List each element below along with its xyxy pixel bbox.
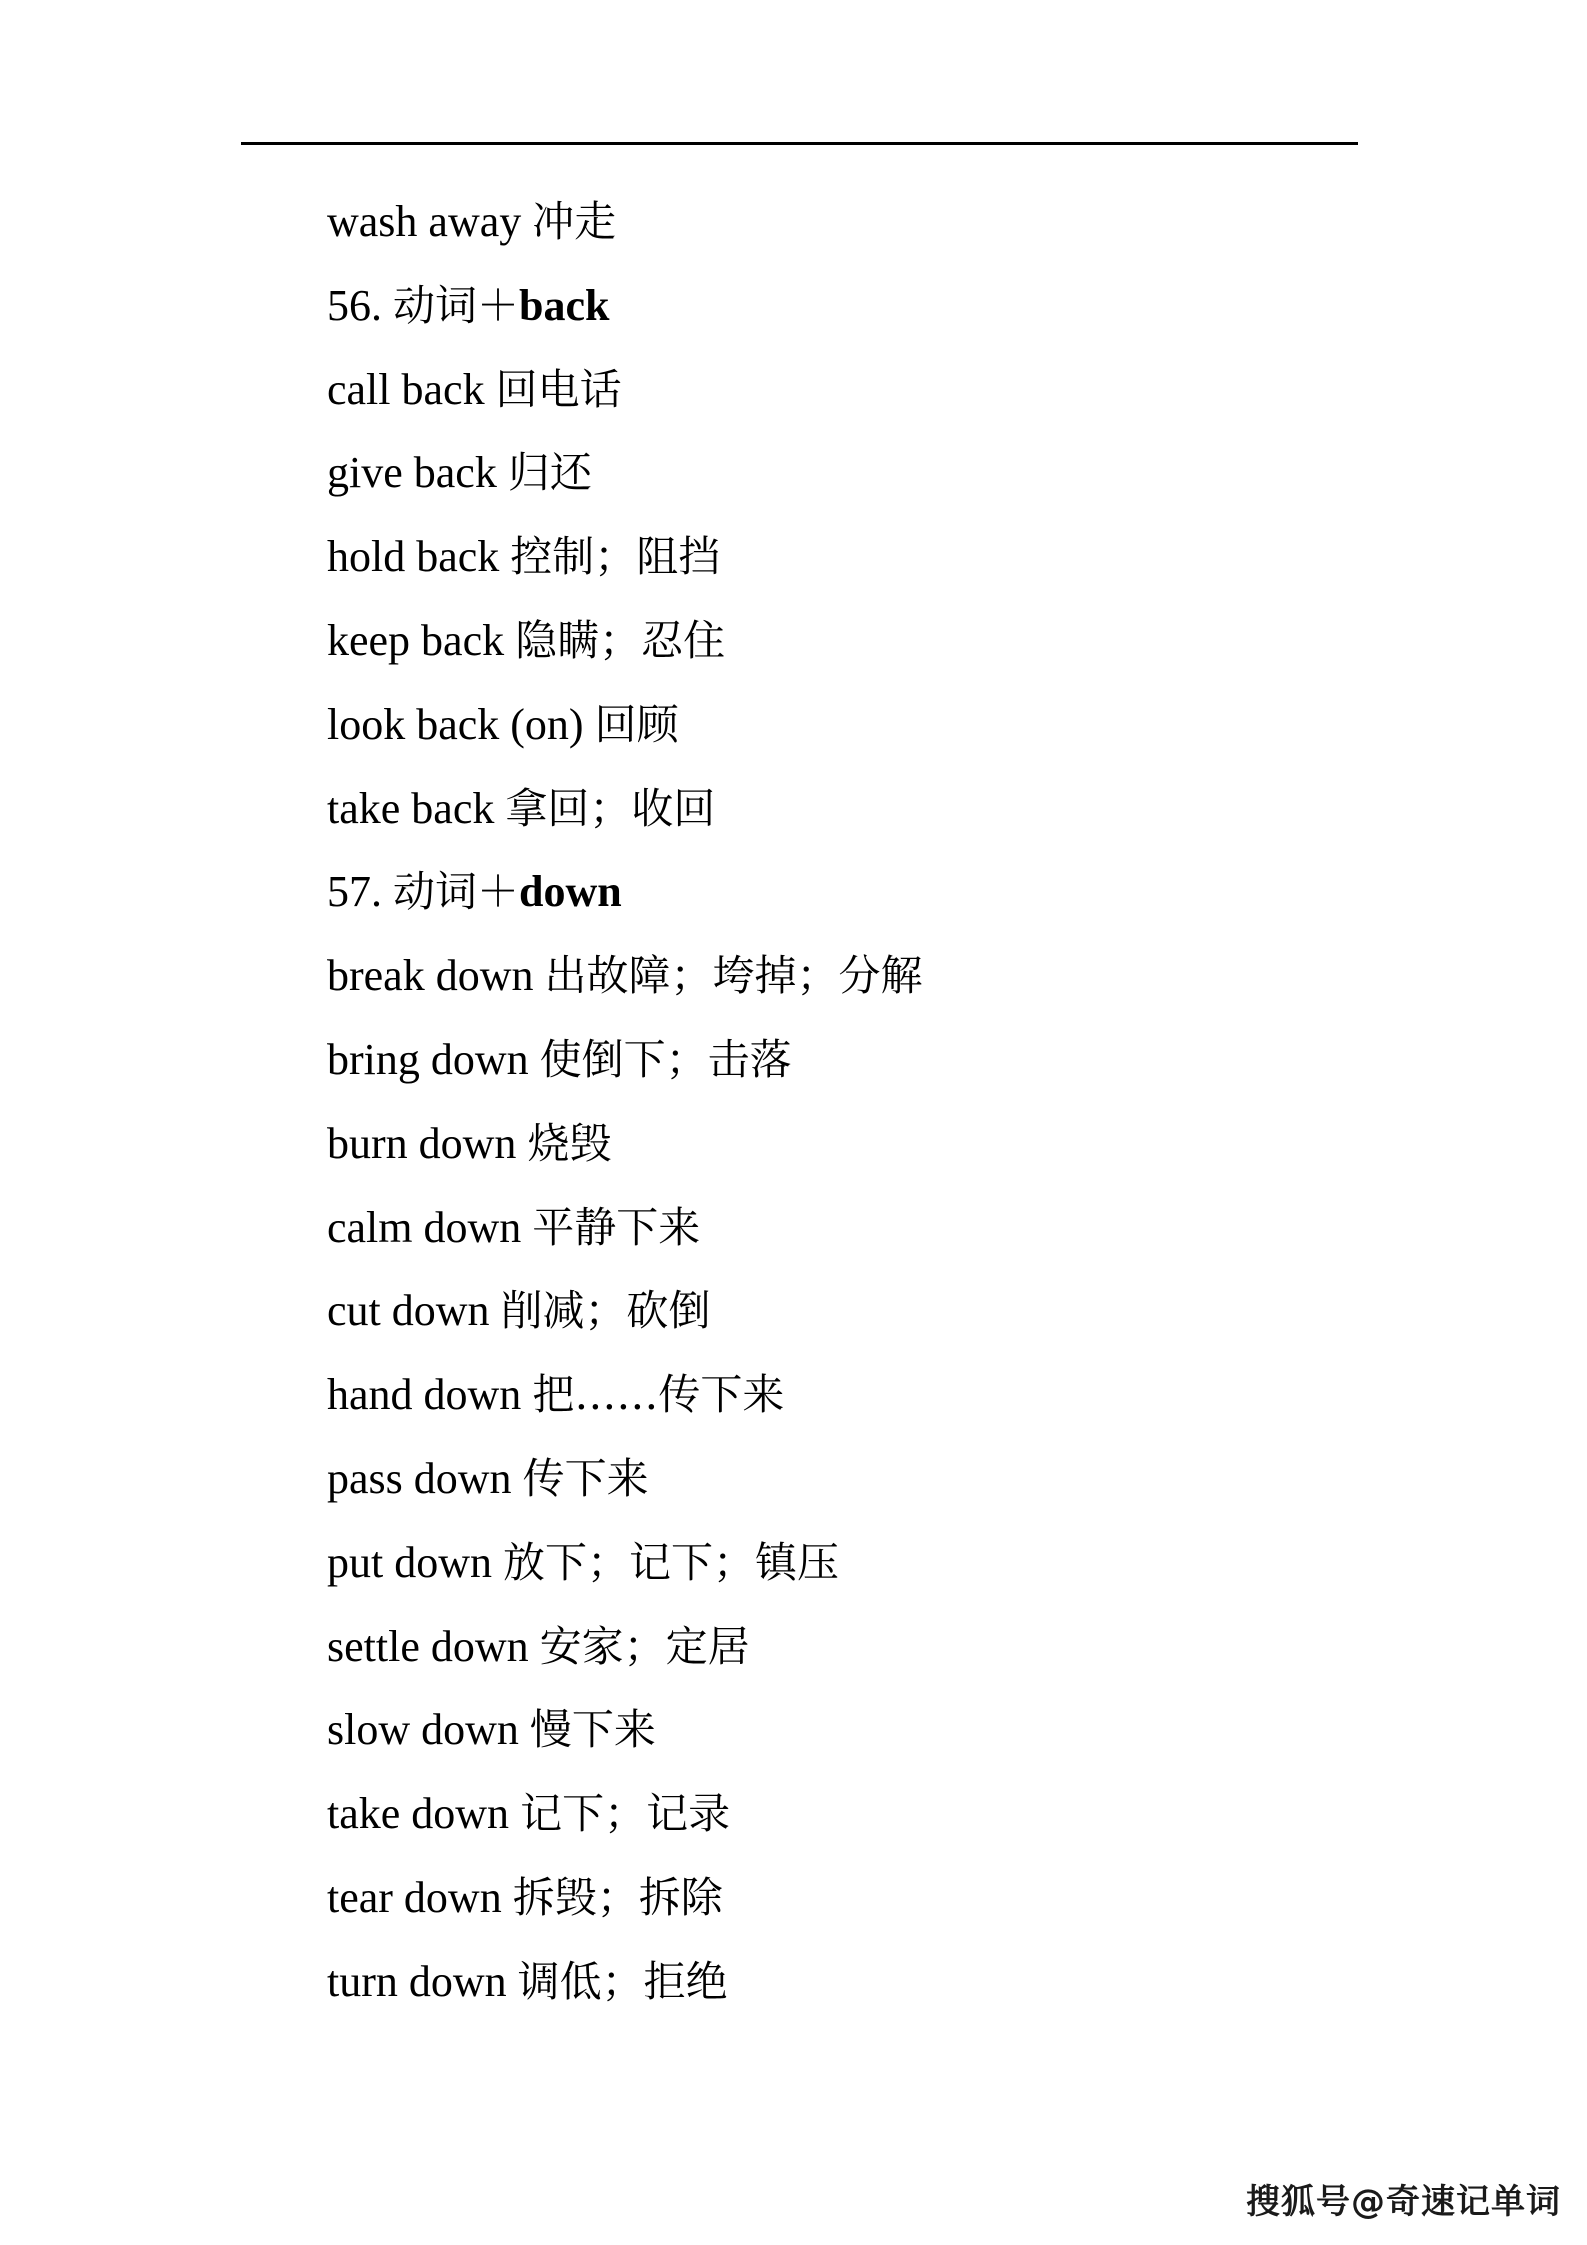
phrase-entry [327,1521,1427,1605]
phrase-entry [327,1269,1427,1353]
phrase-entry [327,599,1427,683]
phrase-meaning: 隐瞒；忍住 [515,615,726,665]
phrase-meaning: 拆毁；拆除 [512,1872,723,1922]
phrase-term: take back [327,783,495,833]
phrase-entry [327,1102,1427,1186]
phrase-meaning: 归还 [507,448,592,498]
phrase-entry [327,180,1427,264]
phrase-entry [327,515,1427,599]
phrase-term: give back [327,448,497,498]
phrase-meaning: 烧毁 [527,1118,612,1168]
phrase-meaning: 传下来 [522,1453,649,1503]
phrase-meaning: 使倒下；击落 [539,1034,792,1084]
phrase-entry [327,1018,1427,1102]
phrase-meaning: 记下；记录 [520,1789,731,1839]
phrase-entry [327,1605,1427,1689]
phrase-term: wash away [327,197,522,246]
phrase-meaning: 平静下来 [532,1202,701,1252]
phrase-term: bring down [327,1034,529,1084]
section-number: 57. [327,867,382,917]
phrase-entry [327,1688,1427,1772]
phrase-term: pass down [327,1453,512,1503]
phrase-term: break down [327,951,534,1001]
phrase-term: take down [327,1789,510,1839]
phrase-term: keep back [327,615,505,665]
phrase-term: call back [327,364,485,414]
section-number: 56. [327,280,382,330]
phrase-meaning: 回顾 [594,699,679,749]
phrase-meaning: 慢下来 [529,1705,656,1755]
phrase-meaning: 把……传下来 [532,1370,785,1420]
watermark: 搜狐号@奇速记单词 [1246,2182,1561,2222]
phrase-term: tear down [327,1872,502,1922]
top-rule [241,142,1358,145]
phrase-meaning: 放下；记下；镇压 [503,1537,840,1587]
phrase-entry [327,1437,1427,1521]
section-heading [327,264,1427,348]
phrase-meaning: 冲走 [532,197,617,246]
phrase-meaning: 拿回；收回 [505,783,716,833]
section-particle: down [519,867,622,917]
phrase-term: burn down [327,1118,517,1168]
phrase-term: hold back [327,532,500,582]
phrase-entry [327,1186,1427,1270]
phrase-term: settle down [327,1621,529,1671]
phrase-entry [327,431,1427,515]
phrase-meaning: 出故障；垮掉；分解 [544,951,923,1001]
phrase-term: calm down [327,1202,522,1252]
phrase-meaning: 回电话 [495,364,622,414]
section-particle: back [519,280,610,330]
phrase-entry [327,683,1427,767]
phrase-term: slow down [327,1705,519,1755]
phrase-list [327,180,1427,2024]
section-label: 动词＋ [393,280,520,330]
phrase-meaning: 调低；拒绝 [517,1956,728,2006]
phrase-entry [327,1772,1427,1856]
phrase-entry [327,1353,1427,1437]
phrase-entry [327,348,1427,432]
section-label: 动词＋ [393,867,520,917]
phrase-term: put down [327,1537,492,1587]
phrase-term: turn down [327,1956,507,2006]
phrase-meaning: 削减；砍倒 [500,1286,711,1336]
phrase-entry [327,1856,1427,1940]
phrase-entry [327,767,1427,851]
phrase-meaning: 安家；定居 [539,1621,750,1671]
phrase-entry [327,934,1427,1018]
phrase-term: hand down [327,1370,522,1420]
section-heading [327,850,1427,934]
phrase-meaning: 控制；阻挡 [510,532,721,582]
phrase-entry [327,1940,1427,2024]
phrase-term: look back (on) [327,699,584,749]
phrase-term: cut down [327,1286,490,1336]
